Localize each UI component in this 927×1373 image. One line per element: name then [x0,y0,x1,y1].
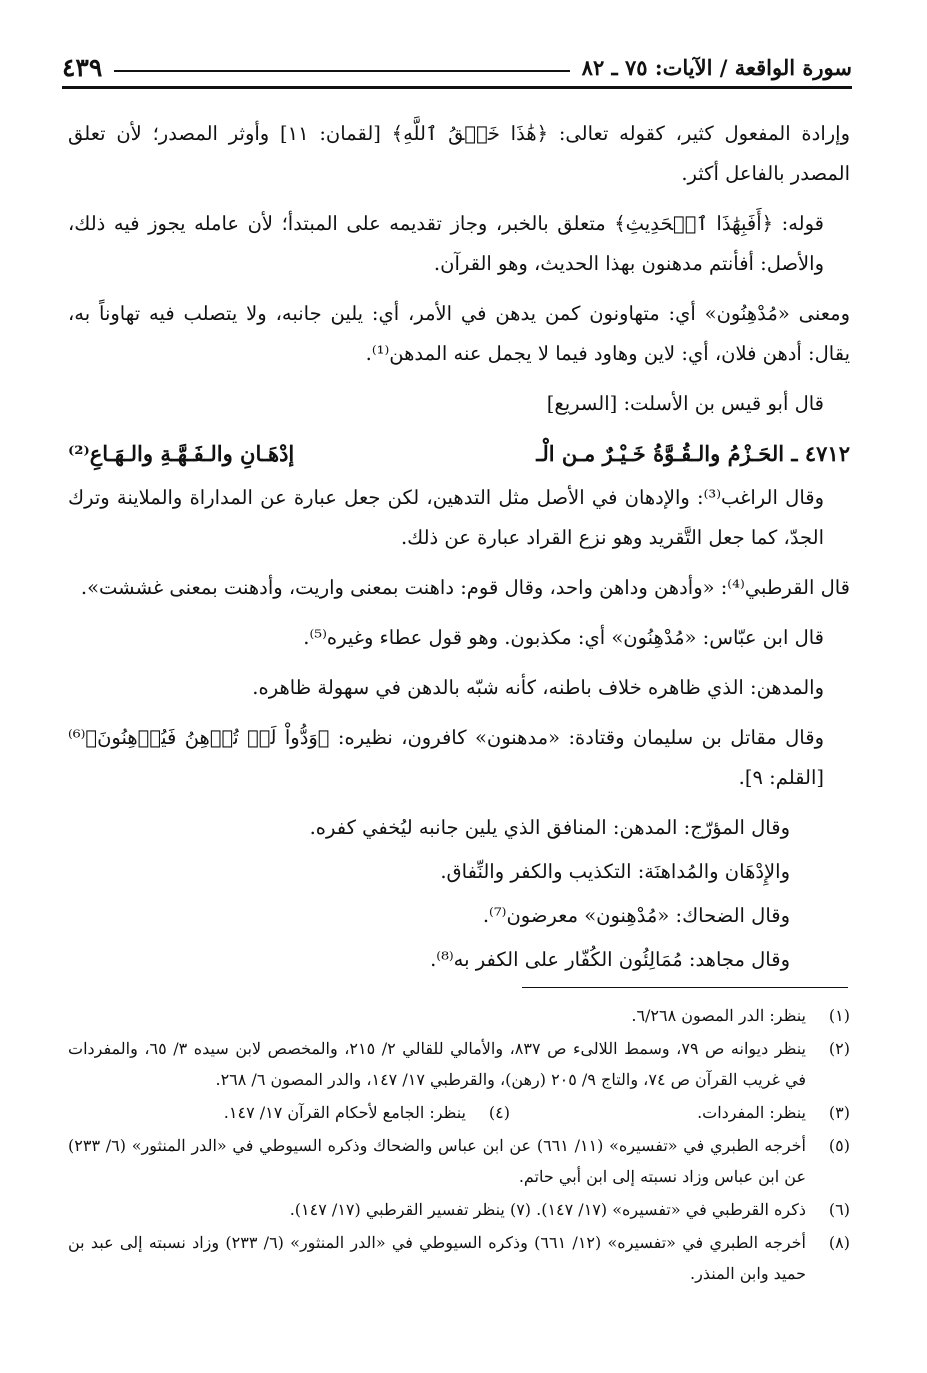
footnote-number: (٥) [828,1136,850,1155]
page-header [62,46,852,89]
footnote-number: (٦) [828,1200,850,1219]
paragraph: والإِدْهَان والمُداهنَة: التكذيب والكفر والنِّفاق. [440,860,790,883]
paragraph: وقال الراغب⁽³⁾: والإدهان في الأصل مثل التدهين، لكن جعل عبارة عن المداراة والملاينة وترك الجدّ، كما جعل التَّقريد وهو نزع القراد عبارة عن ذلك. [68,486,824,549]
footnote-number: (٤) [488,1103,510,1122]
running-title: سورة الواقعة / الآيات: ٧٥ ـ ٨٢ [581,55,852,80]
footnote-text: ينظر: الجامع لأحكام القرآن ١٧/ ١٤٧. [223,1103,466,1122]
footnote-text: ينظر: المفردات. [697,1103,806,1122]
paragraph: وقال المؤرّج: المدهن: المنافق الذي يلين جانبه ليُخفي كفره. [309,816,790,839]
footnote-number: (٣) [828,1103,850,1122]
footnote [170,1097,510,1128]
footnote [68,1000,850,1031]
footnote-text: ذكره القرطبي في «تفسيره» (١٧/ ١٤٧). (٧) ينظر تفسير القرطبي (١٧/ ١٤٧). [289,1200,806,1219]
footnote [68,1033,850,1095]
footnote-text: أخرجه الطبري في «تفسيره» (١١/ ٦٦١) عن ابن عباس والضحاك وذكره السيوطي في «الدر المنثور» (٦/ ٢٣٣) عن ابن عباس وزاد نسبته إلى ابن أبي حاتم. [68,1136,807,1186]
footnote-text: ينظر ديوانه ص ٧٩، وسمط اللالىء ص ٨٣٧، والأمالي للقالي ٢/ ٢١٥، والمخصص لابن سيده ٣/ ٦٥، والمفردات في غريب القرآن ص ٧٤، والتاج ٩/ ٢٠٥ (رهن)، والقرطبي ١٧/ ١٤٧، والدر المصون ٦/ ٢٦٨. [68,1039,807,1089]
poem-verse [68,434,850,474]
footnote-divider [522,987,848,988]
footnote-number: (١) [828,1006,850,1025]
paragraph: قال ابن عبّاس: «مُدْهِنُون» أي: مكذبون. وهو قول عطاء وغيره⁽⁵⁾. [303,626,824,649]
paragraph: وقال مقاتل بن سليمان وقتادة: «مدهنون» كافرون، نظيره: ﴿وَدُّواْ لَوۡ تُدۡهِنُ فَيُدۡهِنُونَ﴾⁽⁶⁾ [القلم: ٩]. [68,726,824,789]
main-text [68,114,850,984]
paragraph: وإرادة المفعول كثير، كقوله تعالى: ﴿هَٰذَا خَلۡقُ ٱللَّهِ﴾ [لقمان: ١١] وأوثر المصدر؛ لأن تعلق المصدر بالفاعل أكثر. [68,122,850,185]
footnotes [68,1000,850,1291]
poem-intro: قال أبو قيس بن الأسلت: [السريع] [546,392,824,415]
paragraph: والمدهن: الذي ظاهره خلاف باطنه، كأنه شبّه بالدهن في سهولة ظاهره. [252,676,824,699]
header-rule [114,70,569,72]
footnote-text: أخرجه الطبري في «تفسيره» (١٢/ ٦٦١) وذكره السيوطي في «الدر المنثور» (٦/ ٢٣٣) وزاد نسبته إلى عبد بن حميد وابن المنذر. [68,1233,806,1283]
footnote-pair [68,1097,850,1128]
footnote-number: (٨) [828,1233,850,1252]
footnote [68,1227,850,1289]
paragraph: ومعنى «مُدْهِنُون» أي: متهاونون كمن يدهن في الأمر، أي: يلين جانبه، ولا يتصلب فيه تهاوناً به، يقال: أدهن فلان، أي: لاين وهاود فيما لا يجمل عنه المدهن⁽¹⁾. [68,302,850,365]
footnote-number: (٢) [828,1039,850,1058]
footnote [510,1097,850,1128]
page-number: ٤٣٩ [62,53,103,82]
footnote-text: ينظر: الدر المصون ٦/٢٦٨. [631,1006,806,1025]
paragraph: قال القرطبي⁽⁴⁾: «وأدهن وداهن واحد، وقال قوم: داهنت بمعنى واريت، وأدهنت بمعنى غششت». [80,576,850,599]
paragraph: قوله: ﴿أَفَبِهَٰذَا ٱلۡحَدِيثِ﴾ متعلق بالخبر، وجاز تقديمه على المبتدأ؛ لأن عامله يجوز فيه ذلك، والأصل: أفأنتم مدهنون بهذا الحديث، وهو القرآن. [68,212,824,275]
paragraph: وقال الضحاك: «مُدْهِنون» معرضون⁽⁷⁾. [482,904,790,927]
footnote [68,1194,850,1225]
verse-second-hemistich: إدْهَـانِ والـفَـهَّـةِ والـهَـاعِ⁽²⁾ [68,441,295,466]
verse-first-hemistich: ٤٧١٢ ـ الحَـزْمُ والـقُـوَّةُ خَـيْـرٌ مـن الْـ [536,441,850,466]
paragraph: وقال مجاهد: مُمَالِئُون الكُفّار على الكفر به⁽⁸⁾. [430,948,790,971]
footnote [68,1130,850,1192]
